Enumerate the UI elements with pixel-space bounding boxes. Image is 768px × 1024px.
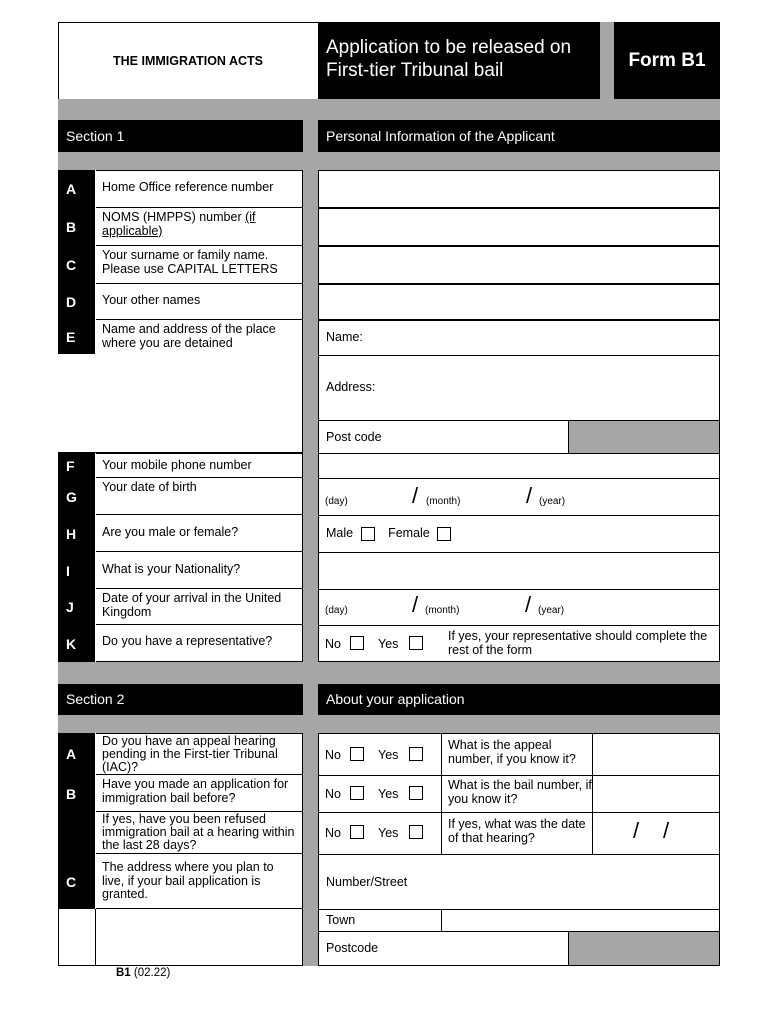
dob-month-label: (month) [426, 496, 461, 507]
s2-c-blank-cell [96, 909, 303, 966]
s2-row-letter-b: B [58, 775, 95, 812]
row-e-question: Name and address of the place where you are detained [96, 320, 303, 453]
dob-year-label: (year) [539, 496, 566, 507]
s2-row-a-question: Do you have an appeal hearing pending in the First-tier Tribunal (IAC)? [96, 733, 303, 775]
refused-yes-checkbox[interactable] [409, 825, 423, 839]
dob-slash-2: / [526, 483, 533, 508]
row-letter-a: A [58, 170, 95, 208]
row-k-question: Do you have a representative? [96, 625, 303, 662]
section2-title-bar [318, 684, 720, 715]
row-d-question: Your other names [96, 284, 303, 320]
appeal-number-field[interactable] [592, 733, 720, 776]
footer [116, 967, 170, 979]
appeal-followup-cell: What is the appeal number, if you know it? [441, 733, 593, 776]
bail-yes-label: Yes [378, 787, 399, 801]
refused-yes-label: Yes [378, 826, 399, 840]
row-h-question: Are you male or female? [96, 515, 303, 552]
female-label: Female [388, 526, 430, 540]
form-id: Form B1 [628, 49, 706, 71]
hearing-slash-1: / [633, 818, 640, 843]
row-c-question: Your surname or family name. Please use CAPITAL LETTERS [96, 246, 303, 284]
nationality-field[interactable] [318, 552, 720, 590]
section2-label-bar [58, 684, 303, 715]
date-of-birth-field[interactable] [318, 478, 720, 516]
noms-number-field[interactable] [318, 208, 720, 246]
rep-note: If yes, your representative should complete the rest of the form [448, 629, 708, 657]
footer-version: (02.22) [133, 967, 171, 979]
row-letter-d: D [58, 284, 95, 320]
row-letter-e: E [58, 320, 95, 354]
arrival-day-label: (day) [325, 605, 348, 616]
bail-no-label: No [325, 787, 341, 801]
appeal-no-checkbox[interactable] [350, 747, 364, 761]
form-title-line1: Application to be released on [326, 37, 572, 58]
arrival-month-label: (month) [425, 605, 460, 616]
middle-column-1 [303, 170, 318, 662]
dob-slash-1: / [412, 483, 419, 508]
row-letter-j: J [58, 589, 95, 625]
s2-bail-field [318, 775, 720, 813]
male-label: Male [326, 526, 354, 540]
s2-row-b2-spacer [58, 812, 95, 854]
row-letter-k: K [58, 625, 95, 662]
bail-no-checkbox[interactable] [350, 786, 364, 800]
planned-street-field[interactable]: Number/Street [318, 854, 720, 910]
postcode-grey-block-2 [568, 931, 720, 966]
section2-label: Section 2 [66, 691, 125, 707]
rep-no-label: No [325, 637, 341, 651]
section1-title-bar [318, 120, 720, 152]
row-letter-g: G [58, 478, 95, 515]
row-letter-h: H [58, 515, 95, 552]
planned-town-field[interactable]: Town [318, 909, 720, 932]
section1-title: Personal Information of the Applicant [326, 128, 555, 144]
hearing-slash-2: / [663, 818, 670, 843]
s2-row-c-question: The address where you plan to live, if your bail application is granted. [96, 854, 303, 909]
town-divider [441, 910, 442, 932]
header-acts-box [58, 22, 318, 99]
refused-no-checkbox[interactable] [350, 825, 364, 839]
form-id-box [614, 22, 720, 99]
home-office-ref-field[interactable] [318, 170, 720, 208]
s2-row-letter-a: A [58, 733, 95, 775]
s2-c-left-spacer [58, 909, 96, 966]
postcode-grey-block [568, 420, 720, 454]
s2-refused-field [318, 812, 720, 855]
row-g-question: Your date of birth [96, 478, 303, 515]
row-e-letter-spacer [58, 354, 96, 453]
row-b-question: NOMS (HMPPS) number (if applicable) [96, 208, 303, 246]
section1-label-bar [58, 120, 303, 152]
bail-number-field[interactable] [592, 775, 720, 813]
detention-postcode-field[interactable]: Post code [318, 420, 569, 454]
detention-address-field[interactable]: Address: [318, 355, 720, 421]
rep-yes-label: Yes [378, 637, 399, 651]
representative-field [318, 625, 720, 662]
arrival-slash-1: / [412, 592, 419, 617]
appeal-yes-label: Yes [378, 748, 399, 762]
rep-no-checkbox[interactable] [350, 636, 364, 650]
header-divider [600, 22, 614, 99]
row-letter-b: B [58, 208, 95, 246]
other-names-field[interactable] [318, 284, 720, 320]
row-letter-f: F [58, 453, 95, 478]
s2-row-letter-c: C [58, 854, 95, 909]
appeal-no-label: No [325, 748, 341, 762]
s2-appeal-field [318, 733, 720, 776]
arrival-year-label: (year) [538, 605, 565, 616]
s2-row-b2-question: If yes, have you been refused immigration bail at a hearing within the last 28 days? [96, 812, 303, 854]
bail-yes-checkbox[interactable] [409, 786, 423, 800]
detention-name-field[interactable]: Name: [318, 320, 720, 356]
immigration-acts-label: THE IMMIGRATION ACTS [113, 53, 263, 68]
gender-field [318, 515, 720, 553]
hearing-date-field[interactable] [592, 812, 720, 855]
row-letter-c: C [58, 246, 95, 284]
female-checkbox[interactable] [437, 527, 451, 541]
form-title-box [318, 22, 600, 99]
middle-column-2 [303, 733, 318, 966]
mobile-phone-field[interactable] [318, 453, 720, 479]
section2-title: About your application [326, 691, 465, 707]
form-title-line2: First-tier Tribunal bail [326, 60, 504, 81]
rep-yes-checkbox[interactable] [409, 636, 423, 650]
refused-no-label: No [325, 826, 341, 840]
row-j-question: Date of your arrival in the United Kingdom [96, 589, 303, 625]
planned-postcode-field[interactable]: Postcode [318, 931, 569, 966]
row-i-question: What is your Nationality? [96, 552, 303, 589]
male-checkbox[interactable] [361, 527, 375, 541]
bail-followup-cell: What is the bail number, if you know it? [441, 775, 593, 813]
arrival-date-field[interactable] [318, 589, 720, 626]
row-letter-i: I [58, 552, 95, 589]
footer-code: B1 [116, 967, 131, 979]
surname-field[interactable] [318, 246, 720, 284]
dob-day-label: (day) [325, 496, 348, 507]
section1-label: Section 1 [66, 128, 125, 144]
row-f-question: Your mobile phone number [96, 453, 303, 478]
s2-row-b-question: Have you made an application for immigration bail before? [96, 775, 303, 812]
refused-followup-cell: If yes, what was the date of that hearing? [441, 812, 593, 855]
row-a-question: Home Office reference number [96, 170, 303, 208]
arrival-slash-2: / [525, 592, 532, 617]
appeal-yes-checkbox[interactable] [409, 747, 423, 761]
